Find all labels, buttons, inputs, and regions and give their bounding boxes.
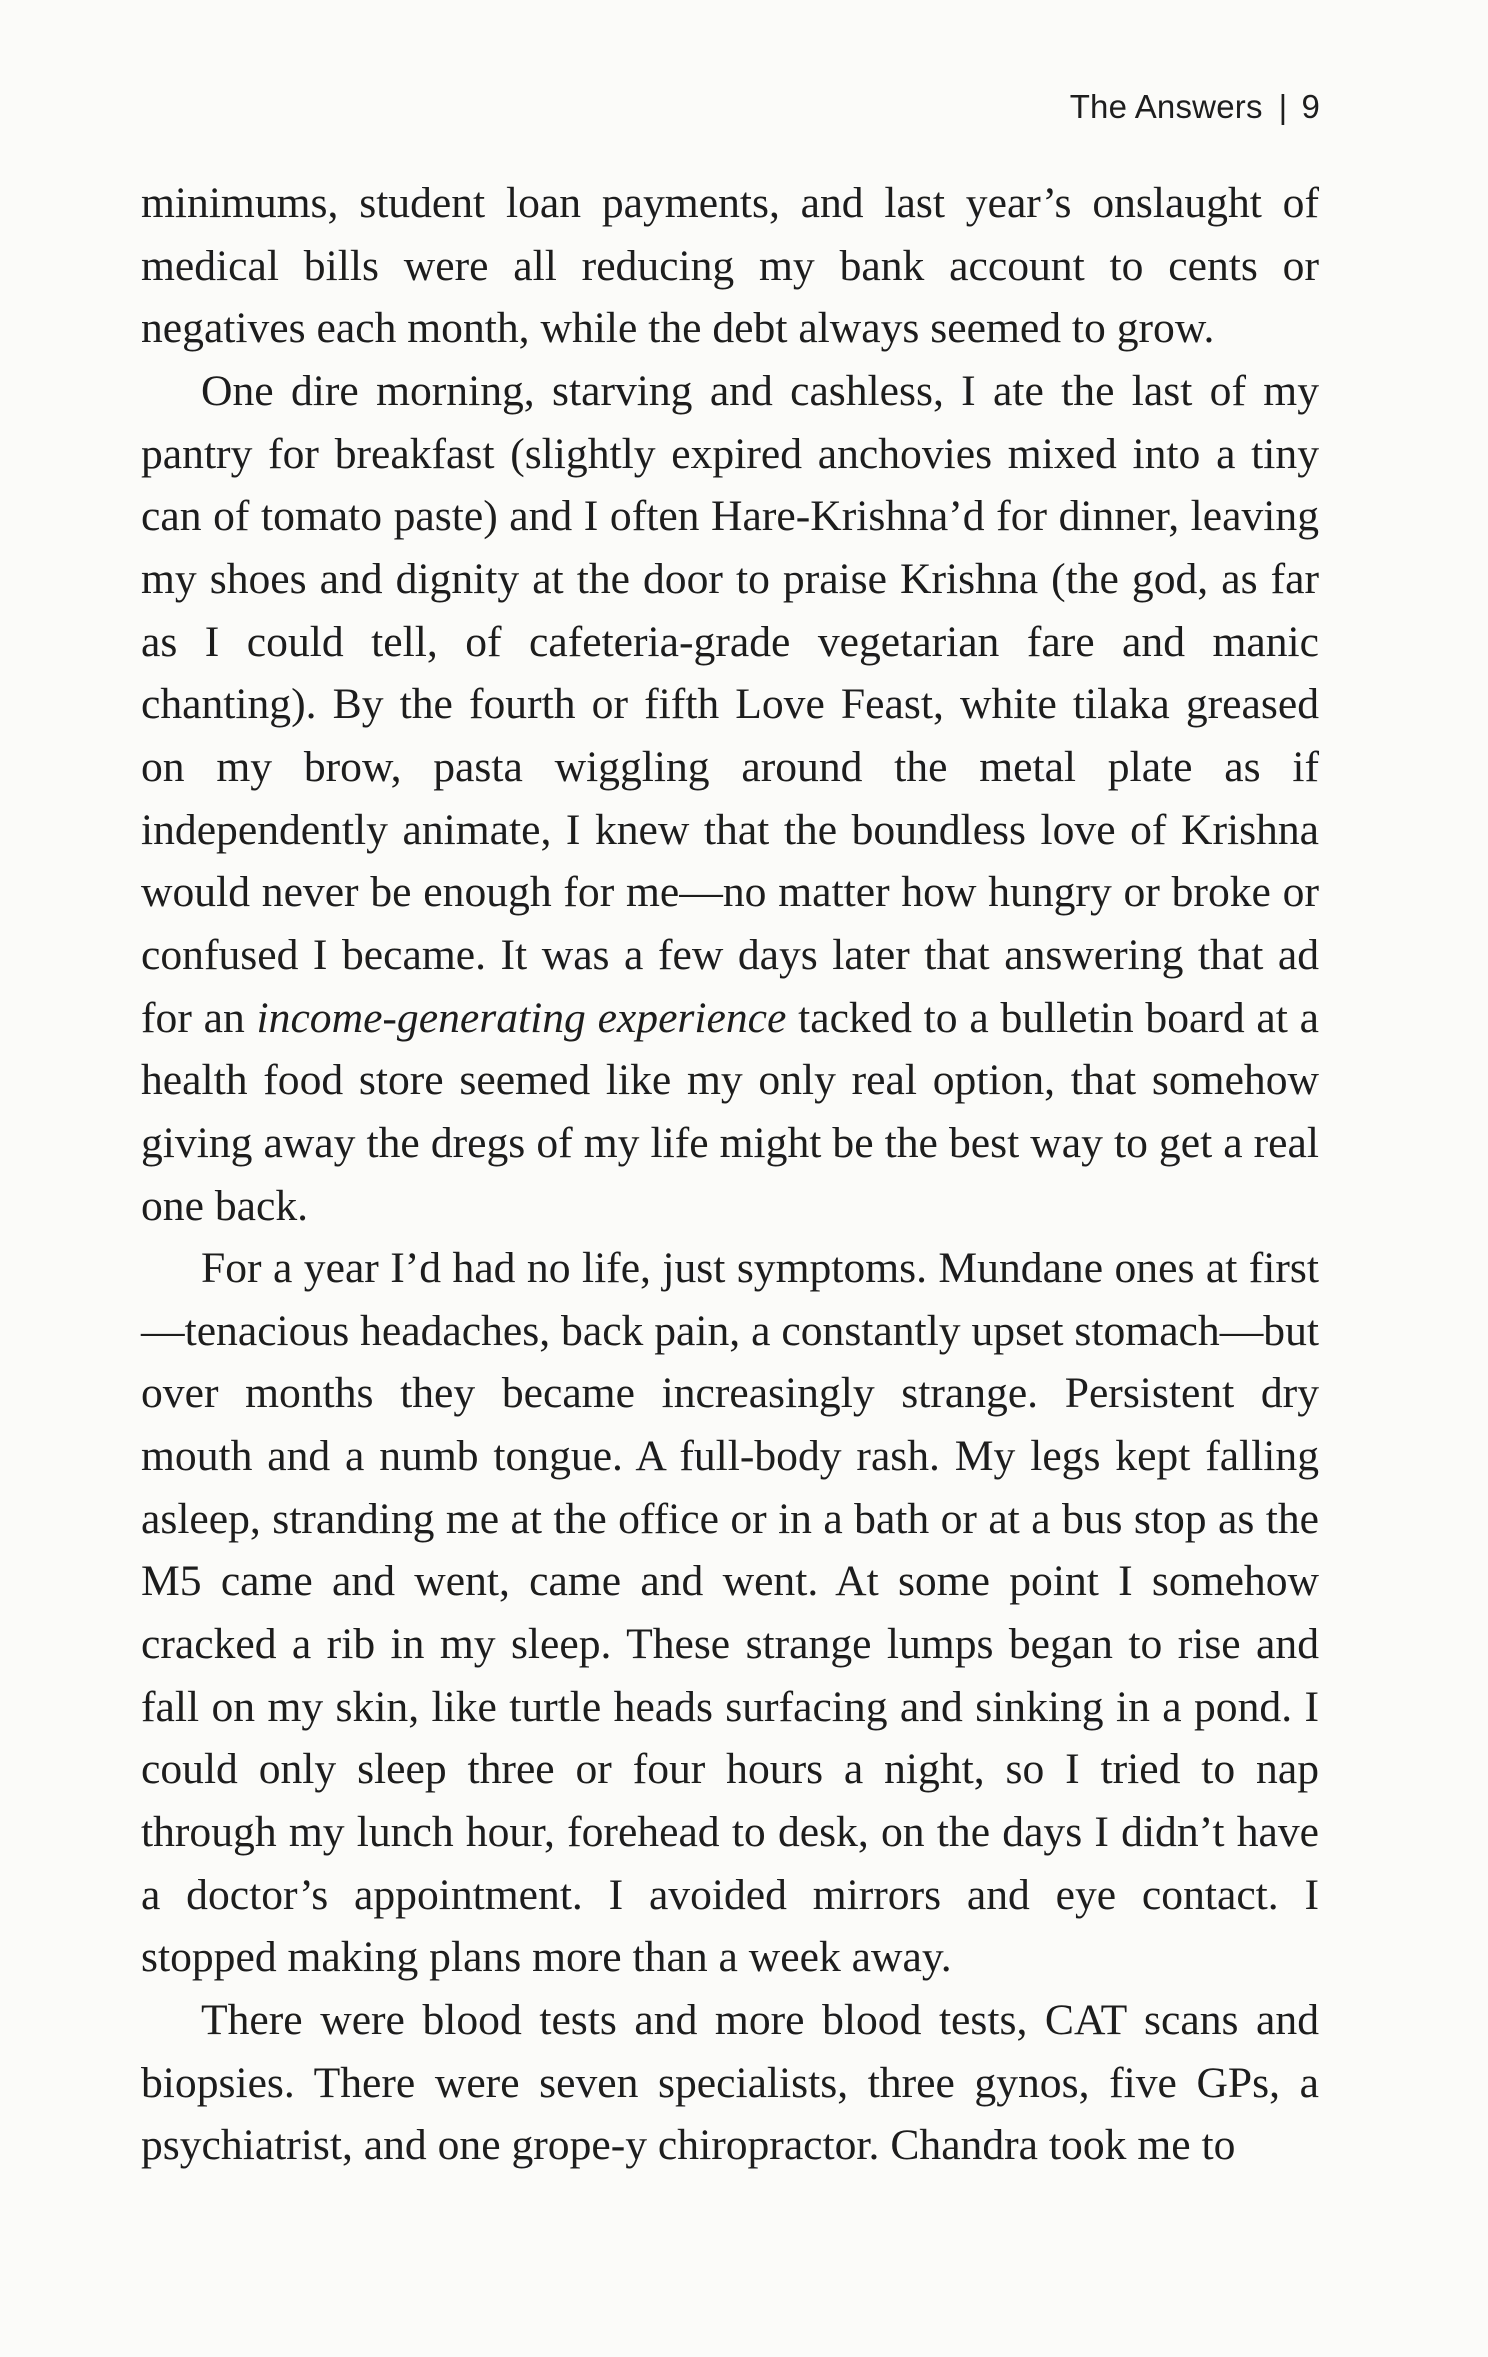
chapter-title: The Answers xyxy=(1069,88,1263,125)
paragraph-4: There were blood tests and more blood tests, CAT scans and biopsies. There were seven specialists, three gynos, five GPs, a psychiatrist, and one grope-y chiropractor. Chandra took me to xyxy=(141,1996,1319,2170)
running-head xyxy=(1070,88,1320,126)
paragraph-2 xyxy=(141,360,1319,1237)
paragraph-2-text-before-italic: One dire morning, starving and cashless, I ate the last of my pantry for breakfast (slightly expired anchovies mixed into a tiny can of tomato paste) and I often Hare-Krishna’d for dinner, leaving my shoes and dignity at the door to praise Krishna (the god, as far as I could tell, of cafeteria-grade vegetarian fare and manic chanting). By the fourth or fifth Love Feast, white tilaka greased on my brow, pasta wiggling around the metal plate as if independently animate, I knew that the boundless love of Krishna would never be enough for me—no matter how hungry or broke or confused I became. It was a few days later that answering that ad for an xyxy=(141,366,1319,1042)
paragraph-3: For a year I’d had no life, just symptoms. Mundane ones at first—tenacious headaches, back pain, a constantly upset stomach—but over months they became increasingly strange. Persistent dry mouth and a numb tongue. A full-body rash. My legs kept falling asleep, stranding me at the office or in a bath or at a bus stop as the M5 came and went, came and went. At some point I somehow cracked a rib in my sleep. These strange lumps began to rise and fall on my skin, like turtle heads surfacing and sinking in a pond. I could only sleep three or four hours a night, so I tried to nap through my lunch hour, forehead to desk, on the days I didn’t have a doctor’s appointment. I avoided mirrors and eye contact. I stopped making plans more than a week away. xyxy=(141,1244,1319,1982)
body-text xyxy=(141,172,1319,2177)
paragraph-1: minimums, student loan payments, and last year’s onslaught of medical bills were all reducing my bank account to cents or negatives each month, while the debt always seemed to grow. xyxy=(141,179,1319,353)
page-number: 9 xyxy=(1301,88,1320,125)
paragraph-2-text-after-italic: tacked to a bulletin board at a health food store seemed like my only real option, that somehow giving away the dregs of my life might be the best way to get a real one back. xyxy=(141,993,1320,1230)
header-separator: | xyxy=(1278,88,1288,125)
paragraph-2-italic-phrase: income-generating experience xyxy=(256,993,787,1042)
